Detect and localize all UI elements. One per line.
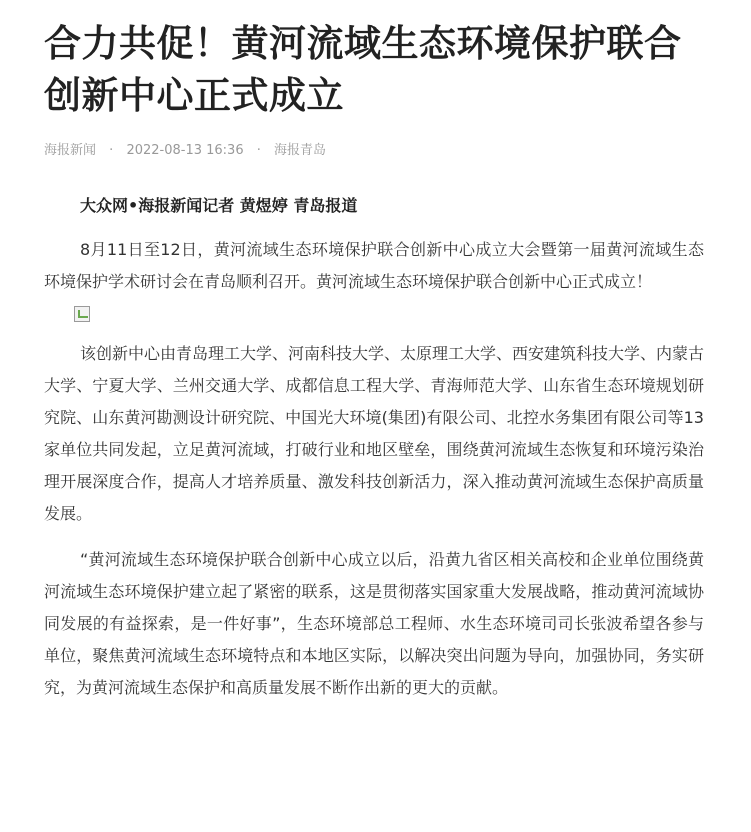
meta-separator: ·	[109, 143, 114, 158]
broken-image-icon	[74, 306, 90, 322]
article	[44, 18, 704, 704]
channel-link[interactable]: 海报青岛	[274, 143, 327, 158]
publish-datetime: 2022-08-13 16:36	[126, 143, 244, 158]
meta-separator: ·	[256, 143, 261, 158]
article-title: 合力共促！黄河流域生态环境保护联合创新中心正式成立	[44, 22, 682, 117]
article-meta	[44, 142, 704, 160]
source-link[interactable]: 海报新闻	[44, 143, 97, 158]
article-byline: 大众网•海报新闻记者 黄煜婷 青岛报道	[80, 196, 358, 215]
article-paragraph: 8月11日至12日，黄河流域生态环境保护联合创新中心成立大会暨第一届黄河流域生态环境保护学术研讨会在青岛顺利召开。黄河流域生态环境保护联合创新中心正式成立！	[44, 240, 704, 291]
article-paragraph: “黄河流域生态环境保护联合创新中心成立以后，沿黄九省区相关高校和企业单位围绕黄河流域生态环境保护建立起了紧密的联系，这是贯彻落实国家重大发展战略，推动黄河流域协同发展的有益探索，是一件好事”，生态环境部总工程师、水生态环境司司长张波希望各参与单位，聚焦黄河流域生态环境特点和本地区实际，以解决突出问题为导向，加强协同，务实研究，为黄河流域生态保护和高质量发展不断作出新的更大的贡献。	[44, 550, 704, 697]
article-paragraph: 该创新中心由青岛理工大学、河南科技大学、太原理工大学、西安建筑科技大学、内蒙古大学、宁夏大学、兰州交通大学、成都信息工程大学、青海师范大学、山东省生态环境规划研究院、山东黄河勘测设计研究院、中国光大环境(集团)有限公司、北控水务集团有限公司等13家单位共同发起，立足黄河流域，打破行业和地区壁垒，围绕黄河流域生态恢复和环境污染治理开展深度合作，提高人才培养质量、激发科技创新活力，深入推动黄河流域生态保护高质量发展。	[44, 344, 705, 523]
